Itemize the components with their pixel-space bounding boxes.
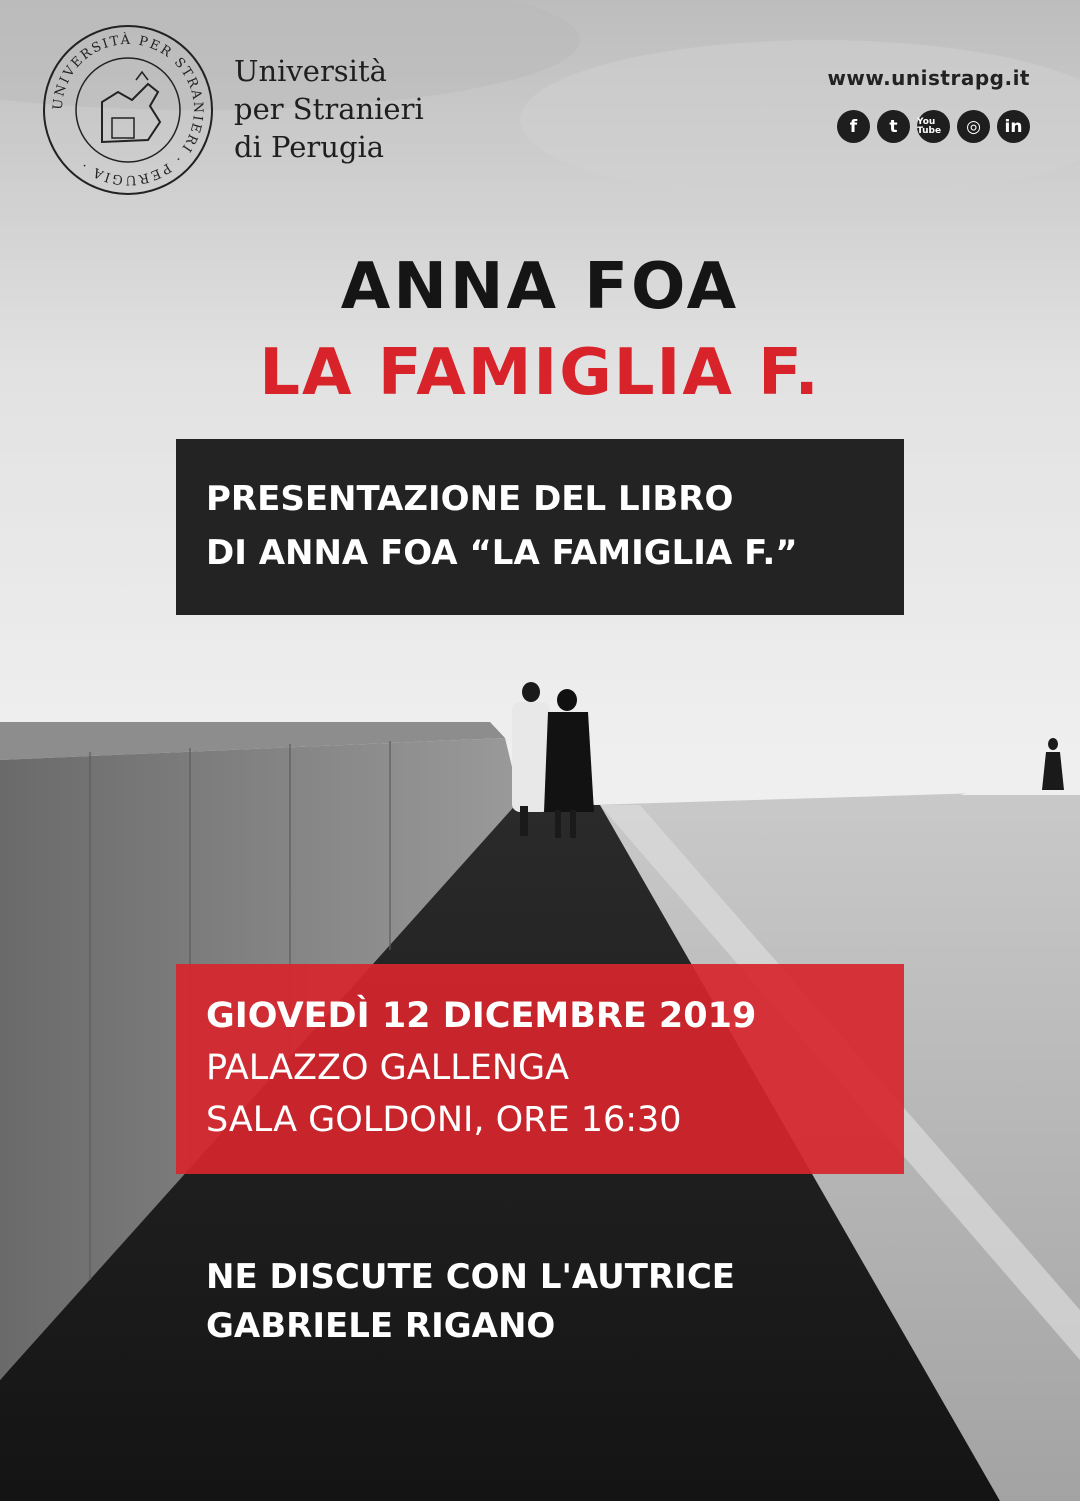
book-title: LA FAMIGLIA F. (259, 336, 821, 410)
presentation-line: PRESENTAZIONE DEL LIBRO (206, 479, 734, 519)
university-name-line: per Stranieri (234, 92, 424, 126)
presentation-box (176, 439, 904, 615)
event-date: GIOVEDÌ 12 DICEMBRE 2019 (206, 996, 757, 1036)
university-name (234, 52, 424, 166)
university-seal-logo (40, 22, 216, 198)
event-details-box (176, 964, 904, 1174)
youtube-icon[interactable]: You Tube (917, 110, 950, 143)
facebook-icon[interactable]: f (837, 110, 870, 143)
svg-text:UNIVERSITÀ PER STRANIERI · PER: UNIVERSITÀ PER STRANIERI · PERUGIA · (50, 32, 206, 188)
event-room-time: SALA GOLDONI, ORE 16:30 (206, 1100, 682, 1140)
website-link[interactable]: www.unistrapg.it (827, 66, 1030, 90)
presentation-line: DI ANNA FOA “LA FAMIGLIA F.” (206, 533, 798, 573)
university-name-line: Università (234, 54, 387, 88)
social-links (837, 110, 1030, 143)
event-venue: PALAZZO GALLENGA (206, 1048, 570, 1088)
linkedin-icon[interactable]: in (997, 110, 1030, 143)
discussant-name: GABRIELE RIGANO (206, 1306, 556, 1346)
author-title: ANNA FOA (340, 250, 740, 324)
university-name-line: di Perugia (234, 130, 385, 164)
discussion-line: NE DISCUTE CON L'AUTRICE (206, 1257, 735, 1297)
twitter-icon[interactable]: t (877, 110, 910, 143)
instagram-icon[interactable]: ◎ (957, 110, 990, 143)
